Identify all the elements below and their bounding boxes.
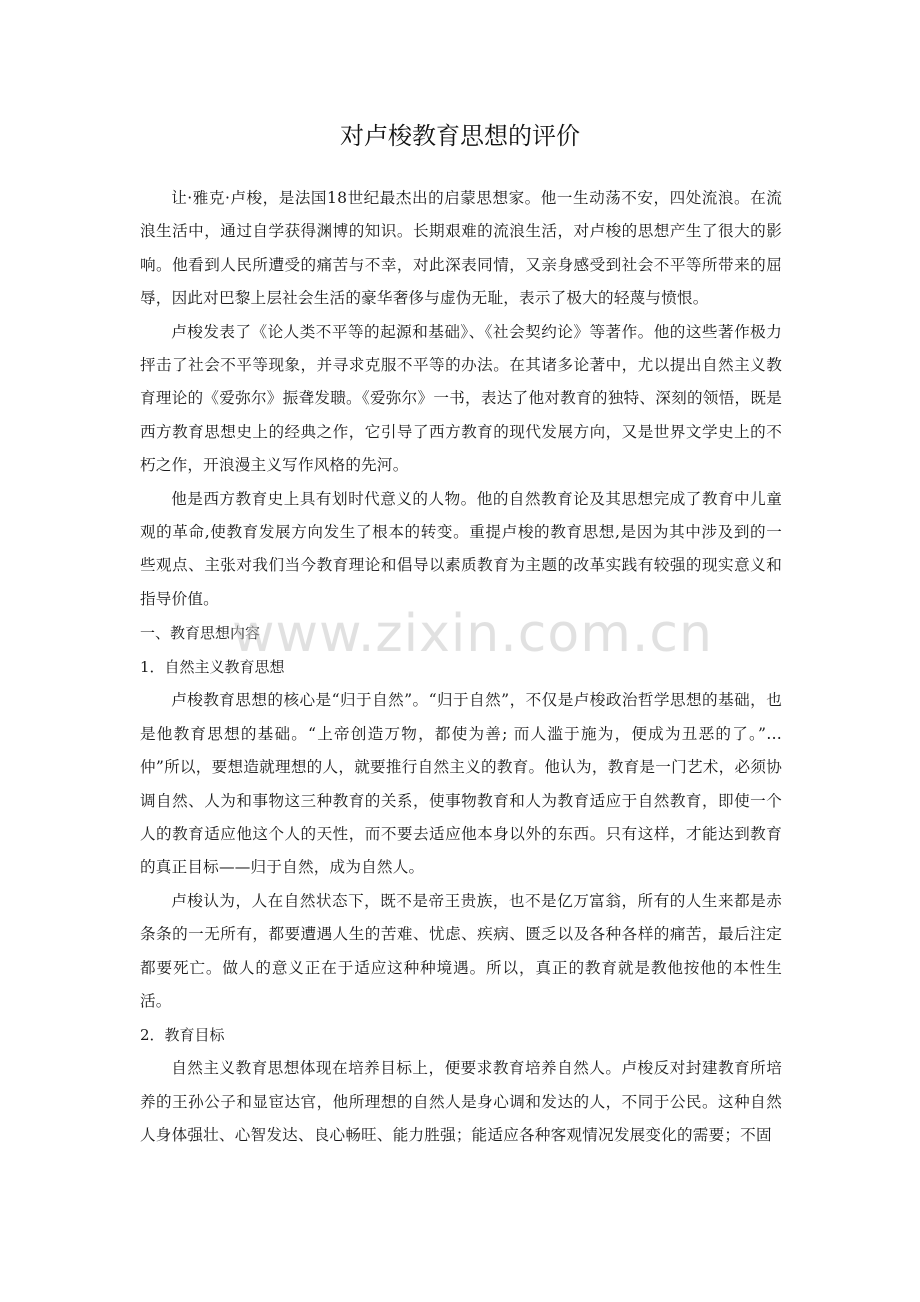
goals-paragraph-1: 自然主义教育思想体现在培养目标上，便要求教育培养自然人。卢梭反对封建教育所培养的王孙公子和显宦达官，他所理想的自然人是身心调和发达的人，不同于公民。这种自然人身体强壮、心智发达、良心畅旺、能力胜强；能适应各种客观情况发展变化的需要；不固 bbox=[140, 1059, 782, 1145]
intro-paragraph-3: 他是西方教育史上具有划时代意义的人物。他的自然教育论及其思想完成了教育中儿童观的革命,使教育发展方向发生了根本的转变。重提卢梭的教育思想,是因为其中涉及到的一些观点、主张对我们当今教育理论和倡导以素质教育为主题的改革实践有较强的现实意义和指导价值。 bbox=[140, 489, 782, 608]
intro-paragraph-2: 卢梭发表了《论人类不平等的起源和基础》、《社会契约论》等著作。他的这些著作极力抨击了社会不平等现象，并寻求克服不平等的办法。在其诸多论著中，尤以提出自然主义教育理论的《爱弥尔》振聋发聩。《爱弥尔》一书，表达了他对教育的独特、深刻的领悟，既是西方教育思想史上的经典之作，它引导了西方教育的现代发展方向，又是世界文学史上的不朽之作，开浪漫主义写作风格的先河。 bbox=[140, 322, 782, 475]
naturalism-paragraph-2: 卢梭认为，人在自然状态下，既不是帝王贵族，也不是亿万富翁，所有的人生来都是赤条条的一无所有，都要遭遇人生的苦难、忧虑、疾病、匮乏以及各种各样的痛苦，最后注定都要死亡。做人的意义正在于适应这种种境遇。所以，真正的教育就是教他按他的本性生活。 bbox=[140, 891, 782, 1010]
document-title: 对卢梭教育思想的评价 bbox=[340, 122, 580, 150]
document-body bbox=[140, 182, 782, 1153]
subsection-heading-education-goals: 2．教育目标 bbox=[140, 1026, 225, 1045]
site-watermark: www.zixin.com.cn bbox=[232, 604, 713, 664]
section-heading-education-content: 一、教育思想内容 bbox=[140, 624, 261, 643]
intro-paragraph-1: 让·雅克·卢梭，是法国18世纪最杰出的启蒙思想家。他一生动荡不安，四处流浪。在流浪生活中，通过自学获得渊博的知识。长期艰难的流浪生活，对卢梭的思想产生了很大的影响。他看到人民所遭受的痛苦与不幸，对此深表同情，又亲身感受到社会不平等所带来的屈辱，因此对巴黎上层社会生活的豪华奢侈与虚伪无耻，表示了极大的轻蔑与愤恨。 bbox=[140, 189, 782, 308]
subsection-heading-naturalism: 1．自然主义教育思想 bbox=[140, 658, 285, 677]
naturalism-paragraph-1: 卢梭教育思想的核心是“归于自然”。“归于自然”，不仅是卢梭政治哲学思想的基础，也是他教育思想的基础。“上帝创造万物，都使为善; 而人滥于施为，便成为丑恶的了。”…仲”所以，要想造就理想的人，就要推行自然主义的教育。他认为，教育是一门艺术，必须协调自然、人为和事物这三种教育的关系，使事物教育和人为教育适应于自然教育，即使一个人的教育适应他这个人的天性，而不要去适应他本身以外的东西。只有这样，才能达到教育的真正目标——归于自然，成为自然人。 bbox=[140, 691, 782, 877]
